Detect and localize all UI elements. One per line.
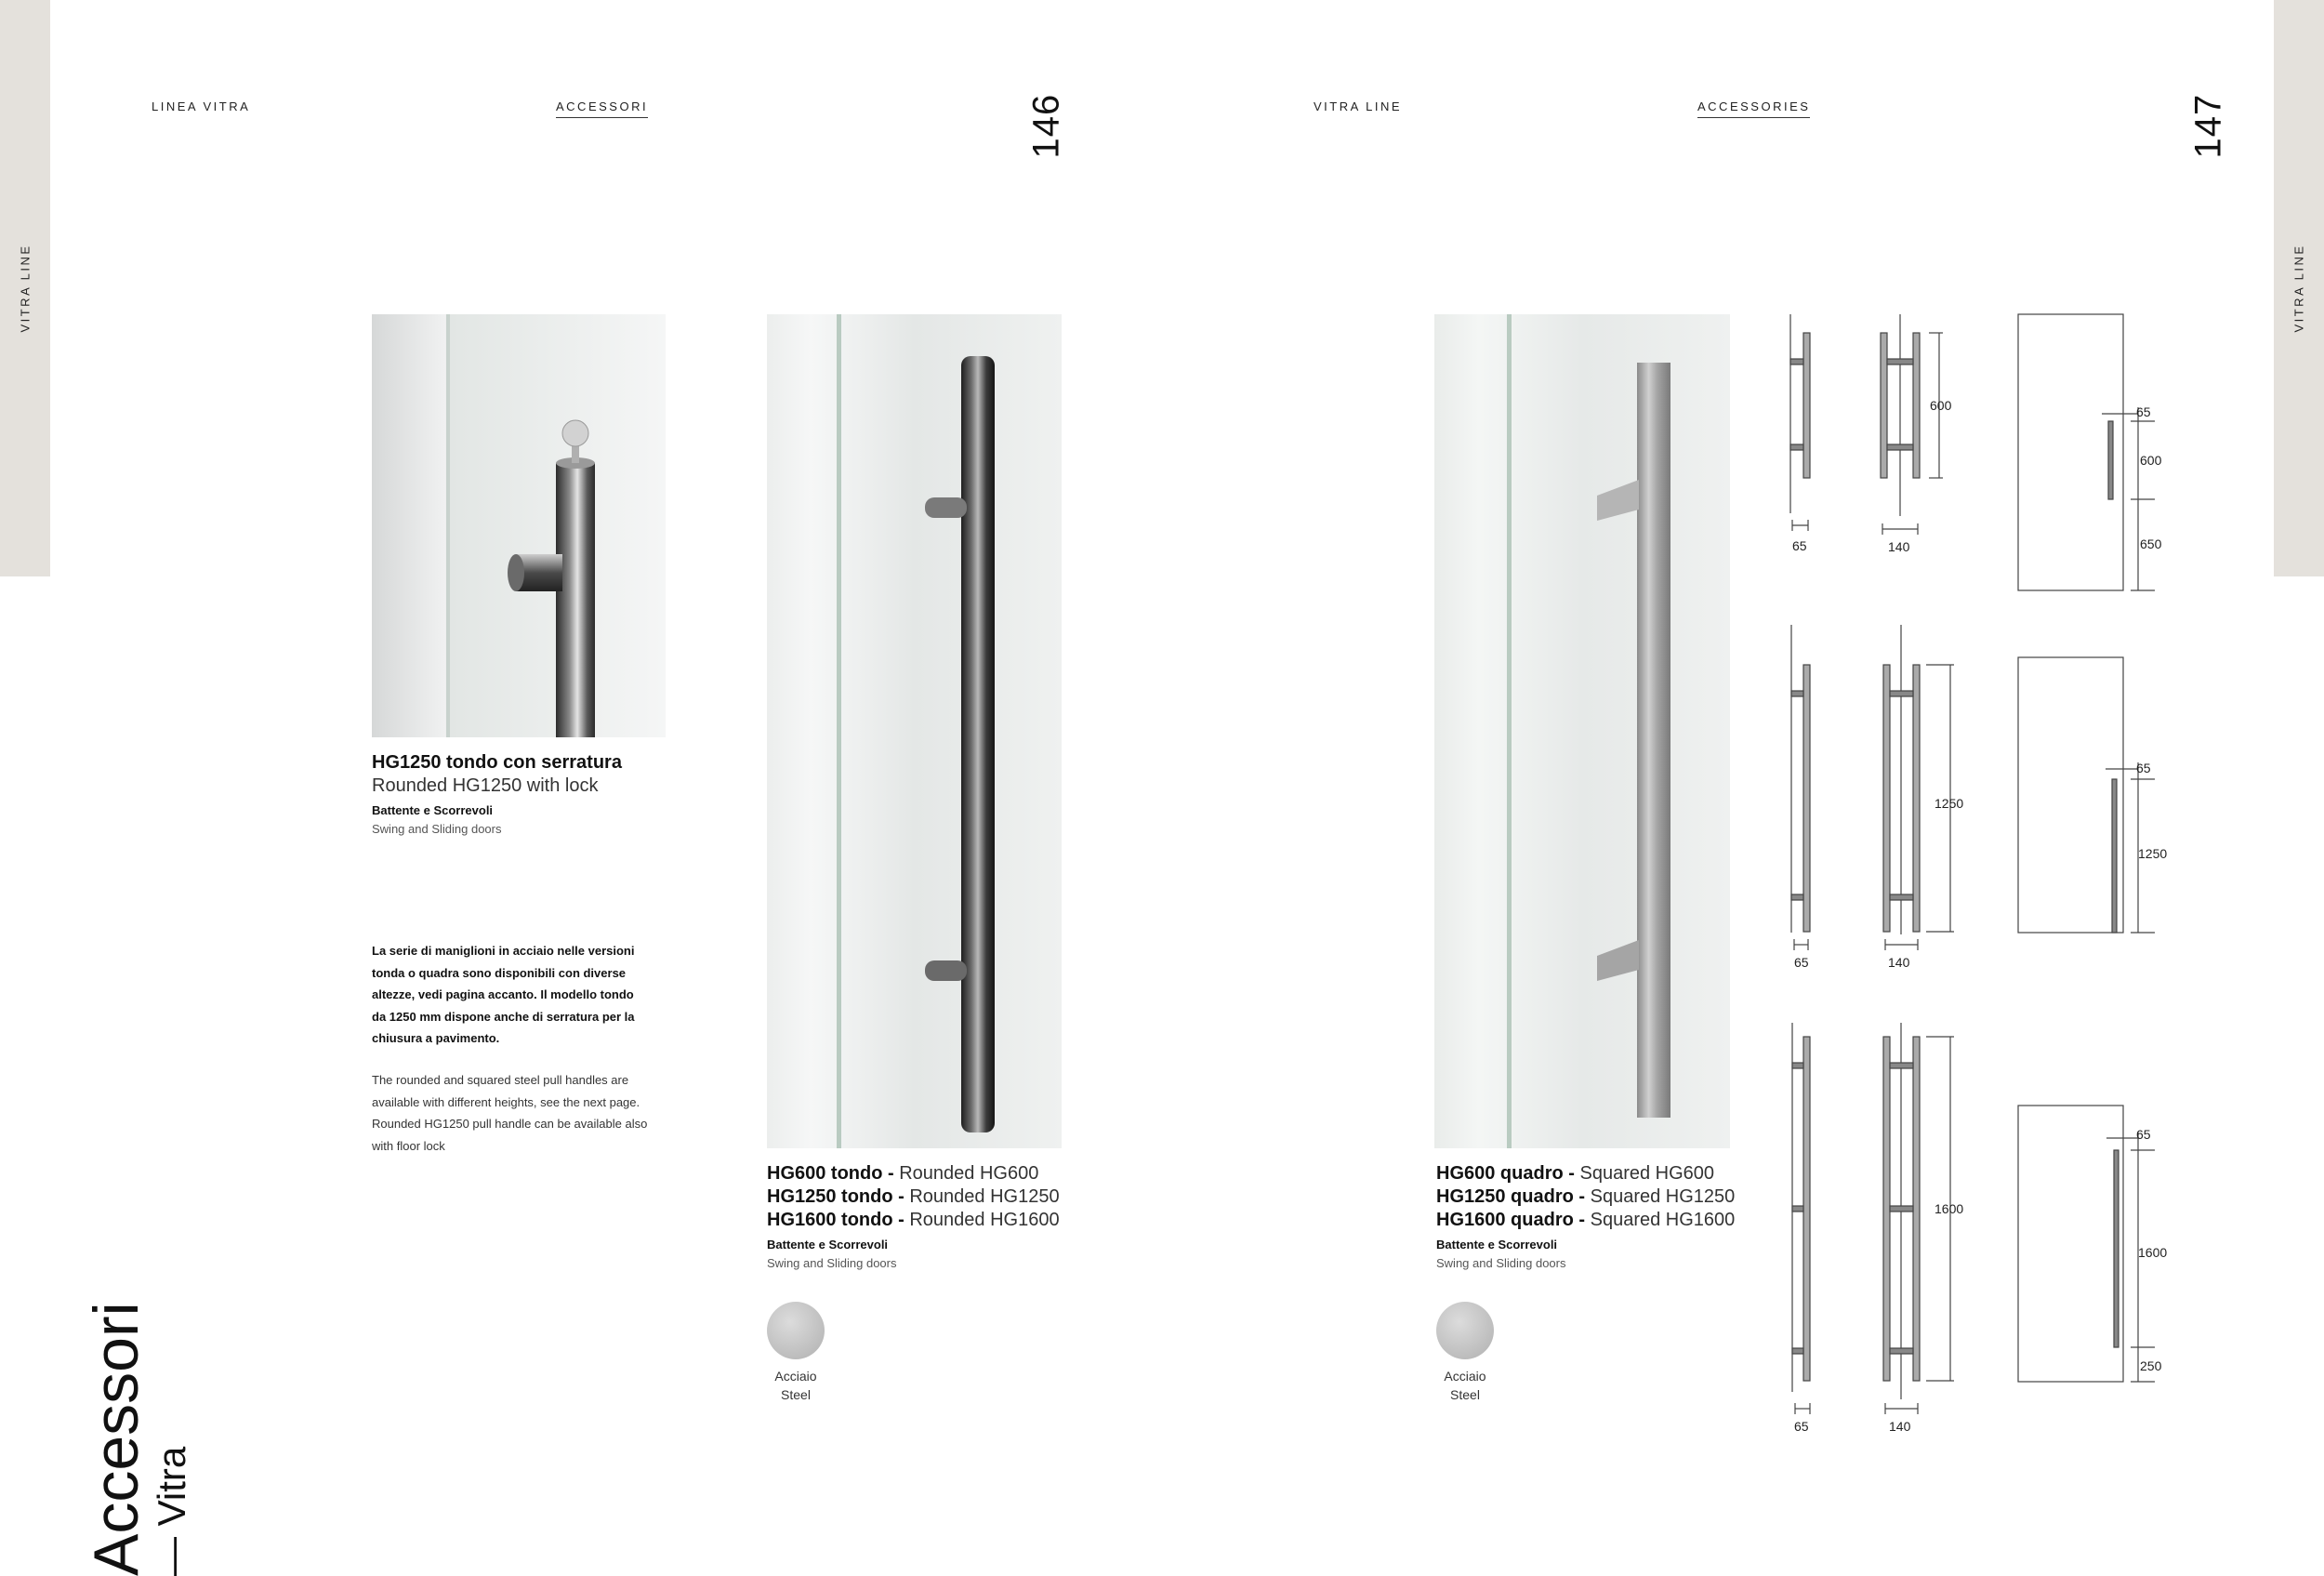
row1-side-view: [1790, 314, 1810, 531]
row2-double-width: 140: [1888, 955, 1910, 970]
product2-type-en: Swing and Sliding doors: [767, 1256, 897, 1270]
right-header-series: VITRA LINE: [1314, 99, 1403, 113]
row2-door-view: [2018, 657, 2155, 933]
row1-double-width: 140: [1888, 539, 1910, 554]
swatch-label-right-en: Steel: [1450, 1387, 1480, 1402]
right-page-number: 147: [2187, 93, 2229, 159]
row3-door-length: 1600: [2138, 1245, 2168, 1260]
product2-line-1-desc: Rounded HG600: [899, 1163, 1039, 1184]
product1-title-it: HG1250 tondo con serratura: [372, 752, 622, 773]
row3-side-width: 65: [1794, 1419, 1809, 1434]
product3-line-3-model: HG1600 quadro -: [1436, 1210, 1591, 1230]
row2-side-width: 65: [1794, 955, 1809, 970]
swatch-label-left-it: Acciaio: [774, 1369, 817, 1384]
left-side-tab-label: VITRA LINE: [18, 244, 33, 333]
product2-line-1-model: HG600 tondo -: [767, 1163, 900, 1184]
product3-line-1-desc: Squared HG600: [1579, 1163, 1715, 1184]
row2-door-length: 1250: [2138, 846, 2168, 861]
product2-line-3-desc: Rounded HG1600: [909, 1210, 1060, 1230]
row1-door-length: 600: [2140, 453, 2162, 468]
swatch-label-right-it: Acciaio: [1444, 1369, 1486, 1384]
row2-double-view: [1883, 625, 1954, 950]
row3-door-floor: 250: [2140, 1358, 2162, 1373]
row3-door-offset: 65: [2136, 1127, 2151, 1142]
row2-length: 1250: [1934, 796, 1964, 811]
product3-type-en: Swing and Sliding doors: [1436, 1256, 1566, 1270]
row1-side-width: 65: [1792, 538, 1807, 553]
product3-type-it: Battente e Scorrevoli: [1436, 1238, 1558, 1252]
row1-door-floor: 650: [2140, 536, 2162, 551]
section-title: Accessori: [81, 1302, 152, 1576]
left-header-series: LINEA VITRA: [152, 99, 251, 113]
left-page-number: 146: [1025, 93, 1067, 159]
product2-type-it: Battente e Scorrevoli: [767, 1238, 889, 1252]
row1-double-view: [1881, 314, 1943, 535]
row1-door-view: [2018, 314, 2155, 590]
product2-line-2-desc: Rounded HG1250: [909, 1186, 1060, 1207]
product2-line-2-model: HG1250 tondo -: [767, 1186, 910, 1207]
right-header-section: ACCESSORIES: [1697, 99, 1810, 118]
section-subtitle: — Vitra: [150, 1446, 193, 1576]
row2-door-offset: 65: [2136, 761, 2151, 775]
row1-length: 600: [1930, 398, 1952, 413]
product3-line-2-model: HG1250 quadro -: [1436, 1186, 1591, 1207]
product1-type-en: Swing and Sliding doors: [372, 822, 502, 836]
product3-line-2-desc: Squared HG1250: [1590, 1186, 1736, 1207]
row3-double-width: 140: [1889, 1419, 1911, 1434]
row3-side-view: [1792, 1023, 1810, 1414]
product1-type-it: Battente e Scorrevoli: [372, 803, 494, 817]
description-it: La serie di maniglioni in acciaio nelle versioni tonda o quadra sono disponibili con diverse altezze, vedi pagina accanto. Il modello tondo da 1250 mm dispone anche di serratura per la chiusura a pavimento.: [372, 944, 635, 1045]
right-side-tab-label: VITRA LINE: [2291, 244, 2306, 333]
product3-line-1-model: HG600 quadro -: [1436, 1163, 1580, 1184]
row3-door-view: [2018, 1106, 2155, 1382]
swatch-label-left-en: Steel: [781, 1387, 811, 1402]
product2-line-3-model: HG1600 tondo -: [767, 1210, 910, 1230]
row3-length: 1600: [1934, 1201, 1964, 1216]
product1-title-en: Rounded HG1250 with lock: [372, 775, 599, 796]
row3-double-view: [1883, 1023, 1954, 1414]
left-header-section: ACCESSORI: [556, 99, 648, 118]
product3-line-3-desc: Squared HG1600: [1590, 1210, 1736, 1230]
row2-side-view: [1791, 625, 1810, 950]
description-en: The rounded and squared steel pull handles are available with different heights, see the next page. Rounded HG1250 pull handle can be available also with floor lock: [372, 1073, 648, 1153]
row1-door-offset: 65: [2136, 404, 2151, 419]
